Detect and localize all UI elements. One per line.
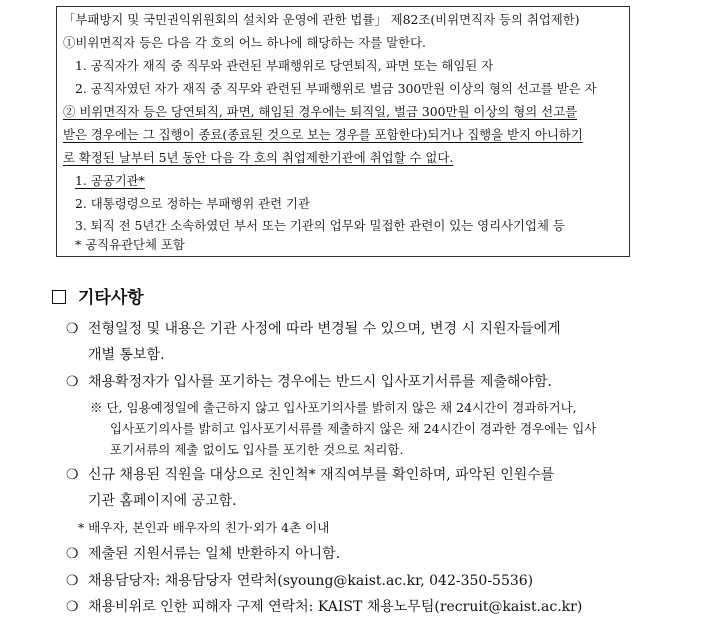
item-6-text: 채용비위로 인한 피해자 구제 연락처: KAIST 채용노무팀(recruit@kaist.ac.kr) <box>88 599 583 615</box>
bullet-circle-icon: ❍ <box>66 467 79 483</box>
bullet-circle-icon: ❍ <box>66 573 79 589</box>
law-p1-item-2: 2. 공직자였던 자가 재직 중 직무와 관련된 부패행위로 벌금 300만원 이상의 형의 선고를 받은 자 <box>75 81 597 96</box>
list-item <box>66 464 554 486</box>
list-item <box>66 543 340 565</box>
law-p2-item-1: 1. 공공기관* <box>75 173 145 188</box>
list-item <box>66 371 552 393</box>
list-item <box>66 596 582 618</box>
bullet-circle-icon: ❍ <box>66 374 79 390</box>
bullet-circle-icon: ❍ <box>66 599 79 615</box>
item-5-text: 채용담당자: 채용담당자 연락처(syoung@kaist.ac.kr, 042-350-5536) <box>88 573 534 589</box>
item-1-line-2: 개별 통보함. <box>88 347 165 363</box>
item-3-note: * 배우자, 본인과 배우자의 친가·외가 4촌 이내 <box>78 520 330 535</box>
item-2-text: 채용확정자가 입사를 포기하는 경우에는 반드시 입사포기서류를 제출해야함. <box>88 374 552 390</box>
item-3-line-1: 신규 채용된 직원을 대상으로 친인척* 재직여부를 확인하며, 파악된 인원수를 <box>88 467 555 483</box>
item-4-text: 제출된 지원서류는 일체 반환하지 아니함. <box>88 546 341 562</box>
item-3-line-2: 기관 홈페이지에 공고함. <box>88 493 237 509</box>
checkbox-square-icon <box>52 290 66 304</box>
law-paragraph-2-line-2: 받은 경우에는 그 집행이 종료(종료된 것으로 보는 경우를 포함한다)되거나 집행을 받지 아니하기 <box>63 127 583 142</box>
law-p1-item-1: 1. 공직자가 재직 중 직무와 관련된 부패행위로 당연퇴직, 파면 또는 해임된 자 <box>75 58 494 73</box>
law-p2-item-3: 3. 퇴직 전 5년간 소속하였던 부서 또는 기관의 업무와 밀접한 관련이 있는 영리사기업체 등 <box>75 218 565 233</box>
bullet-circle-icon: ❍ <box>66 321 79 337</box>
law-p2-item-2: 2. 대통령령으로 정하는 부패행위 관련 기관 <box>75 196 310 211</box>
law-excerpt-box <box>56 6 630 257</box>
law-paragraph-2-line-3: 로 확정된 날부터 5년 동안 다음 각 호의 취업제한기관에 취업할 수 없다. <box>63 150 454 165</box>
item-1-line-1: 전형일정 및 내용은 기관 사정에 따라 변경될 수 있으며, 변경 시 지원자들에게 <box>88 321 561 337</box>
law-paragraph-1: ①비위면직자 등은 다음 각 호의 어느 하나에 해당하는 자를 말한다. <box>63 35 426 50</box>
law-paragraph-2-line-1: ② 비위면직자 등은 당연퇴직, 파면, 해임된 경우에는 퇴직일, 벌금 300만원 이상의 형의 선고를 <box>63 104 578 119</box>
law-footnote: * 공직유관단체 포함 <box>75 237 185 252</box>
item-2-note-line-2: 입사포기의사를 밝히고 입사포기서류를 제출하지 않은 채 24시간이 경과한 경우에는 입사 <box>110 421 597 436</box>
law-title: 「부패방지 및 국민권익위원회의 설치와 운영에 관한 법률」 제82조(비위면직자 등의 취업제한) <box>63 12 580 27</box>
list-item <box>66 570 533 592</box>
section-heading-label: 기타사항 <box>78 288 144 308</box>
item-2-note-line-1: ※ 단, 임용예정일에 출근하지 않고 입사포기의사를 밝히지 않은 채 24시간이 경과하거나, <box>90 400 577 415</box>
list-item <box>66 318 561 340</box>
item-2-note-line-3: 포기서류의 제출 없이도 입사를 포기한 것으로 처리함. <box>110 442 404 457</box>
section-heading <box>52 283 144 308</box>
bullet-circle-icon: ❍ <box>66 546 79 562</box>
